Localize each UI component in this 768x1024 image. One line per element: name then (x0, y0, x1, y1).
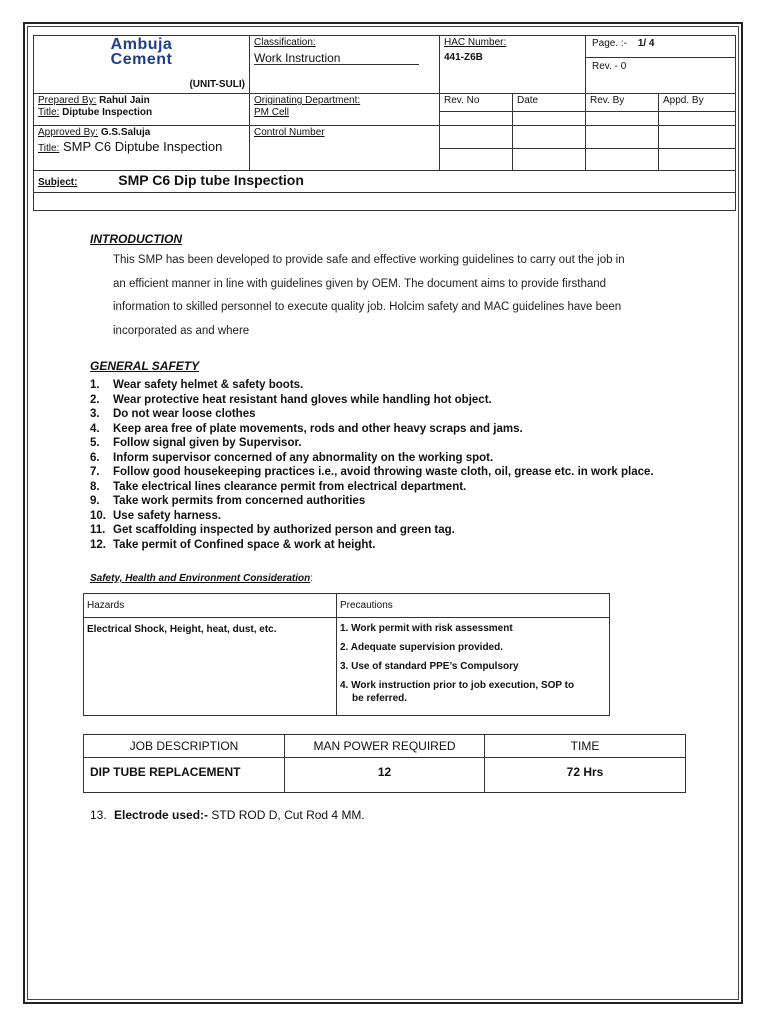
rev-grid-cell-4 (659, 126, 736, 171)
job-header-time: TIME (485, 735, 686, 758)
job-description-value: DIP TUBE REPLACEMENT (84, 758, 285, 793)
list-item: 8. Take electrical lines clearance permit from electrical department. (90, 480, 467, 493)
list-item: 6. Inform supervisor concerned of any abnormality on the working spot. (90, 451, 494, 464)
logo-cell (34, 36, 250, 94)
precaution-item-cont: be referred. (352, 693, 408, 704)
electrode-label: Electrode used:- (114, 808, 209, 822)
appd-by-header: Appd. By (659, 94, 735, 112)
hazards-table (83, 593, 610, 716)
list-item: 9. Take work permits from concerned authorities (90, 495, 366, 507)
orig-dept-value: PM Cell (254, 107, 290, 118)
rev-no-cell (440, 94, 513, 126)
precautions-header: Precautions (337, 594, 610, 618)
control-number-label: Control Number (254, 127, 325, 138)
intro-line: an efficient manner in line with guidelines given by OEM. The document aims to provide firsthand (113, 277, 607, 290)
list-item: 3. Do not wear loose clothes (90, 408, 256, 420)
approved-cell (34, 126, 250, 171)
job-manpower-value: 12 (285, 758, 485, 793)
introduction-body (113, 249, 673, 343)
subject-label: Subject: (38, 177, 78, 188)
subject-cell (34, 171, 736, 193)
hac-cell (440, 36, 586, 94)
company-logo-line2: Cement (110, 51, 173, 68)
rev-grid-cell-1 (440, 126, 513, 171)
title1-label: Title: (38, 107, 60, 118)
title2-label: Title: (38, 143, 60, 154)
date-cell (513, 94, 586, 126)
list-item: 2. Wear protective heat resistant hand gloves while handling hot object. (90, 393, 492, 406)
job-header-manpower: MAN POWER REQUIRED (285, 735, 485, 758)
orig-dept-cell (250, 94, 440, 126)
classification-label: Classification: (254, 37, 316, 48)
electrode-value: STD ROD D, Cut Rod 4 MM. (211, 808, 365, 822)
rev-by-cell (586, 94, 659, 126)
general-safety-heading: GENERAL SAFETY (90, 359, 200, 373)
list-item: 1. Wear safety helmet & safety boots. (90, 379, 304, 391)
intro-line: information to skilled personnel to execute quality job. Holcim safety and MAC guidelines have been (113, 301, 622, 313)
job-header-description: JOB DESCRIPTION (84, 735, 285, 758)
page-label: Page. :- (592, 38, 628, 49)
list-item: 10. Use safety harness. (90, 509, 222, 522)
hac-label: HAC Number: (444, 37, 507, 48)
rev-no-header: Rev. No (440, 94, 512, 112)
appd-by-cell (659, 94, 736, 126)
rev-grid-cell-2 (513, 126, 586, 171)
electrode-line (90, 808, 365, 822)
approved-label: Approved By: (38, 127, 99, 138)
subject-value: SMP C6 Dip tube Inspection (118, 172, 304, 188)
control-number-cell (250, 126, 440, 171)
list-item: 5. Follow signal given by Supervisor. (90, 437, 302, 449)
prepared-value: Rahul Jain (99, 95, 150, 106)
hac-value: 441-Z6B (444, 52, 483, 63)
prepared-cell (34, 94, 250, 126)
precautions-list (337, 618, 610, 716)
classification-value: Work Instruction (254, 52, 419, 65)
page-rev-cell (586, 36, 736, 94)
she-heading-colon: : (310, 573, 314, 584)
classification-cell (250, 36, 440, 94)
document-header-table (33, 35, 736, 211)
she-heading-line (90, 573, 313, 584)
job-time-value: 72 Hrs (485, 758, 686, 793)
list-item: 11. Get scaffolding inspected by authorized person and green tag. (90, 524, 455, 536)
rev-grid-cell-3 (586, 126, 659, 171)
prepared-label: Prepared By: (38, 95, 97, 106)
job-description-table (83, 734, 686, 793)
precaution-item: 2. Adequate supervision provided. (340, 642, 503, 653)
revision-label: Rev. - 0 (592, 61, 627, 72)
list-item: 4. Keep area free of plate movements, rods and other heavy scraps and jams. (90, 422, 523, 435)
intro-line: incorporated as and where (113, 324, 250, 337)
company-logo-line1: Ambuja (110, 36, 173, 53)
hazards-value: Electrical Shock, Height, heat, dust, etc. (84, 618, 337, 716)
date-header: Date (513, 94, 585, 112)
orig-dept-label: Originating Department: (254, 95, 361, 106)
page-value: 1/ 4 (637, 38, 655, 49)
approved-value: G.S.Saluja (100, 127, 151, 138)
list-item: 12. Take permit of Confined space & work at height. (90, 538, 376, 551)
introduction-heading: INTRODUCTION (90, 232, 182, 246)
precaution-item: 1. Work permit with risk assessment (340, 623, 513, 634)
intro-line: This SMP has been developed to provide safe and effective working guidelines to carry out the job in (113, 254, 625, 266)
she-heading: Safety, Health and Environment Consideration (90, 573, 311, 584)
unit-label: (UNIT-SULI) (189, 79, 245, 90)
title1-value: Diptube Inspection (62, 107, 153, 118)
precaution-item: 3. Use of standard PPE’s Compulsory (340, 661, 519, 672)
blank-row (34, 193, 736, 211)
rev-by-header: Rev. By (586, 94, 658, 112)
title2-value: SMP C6 Diptube Inspection (62, 139, 223, 154)
general-safety-list (90, 378, 670, 552)
electrode-number: 13. (90, 808, 107, 822)
precaution-item: 4. Work instruction prior to job execution, SOP to (340, 680, 575, 691)
list-item: 7. Follow good housekeeping practices i.e., avoid throwing waste cloth, oil, grease etc. in work place. (90, 466, 654, 478)
hazards-header: Hazards (84, 594, 337, 618)
